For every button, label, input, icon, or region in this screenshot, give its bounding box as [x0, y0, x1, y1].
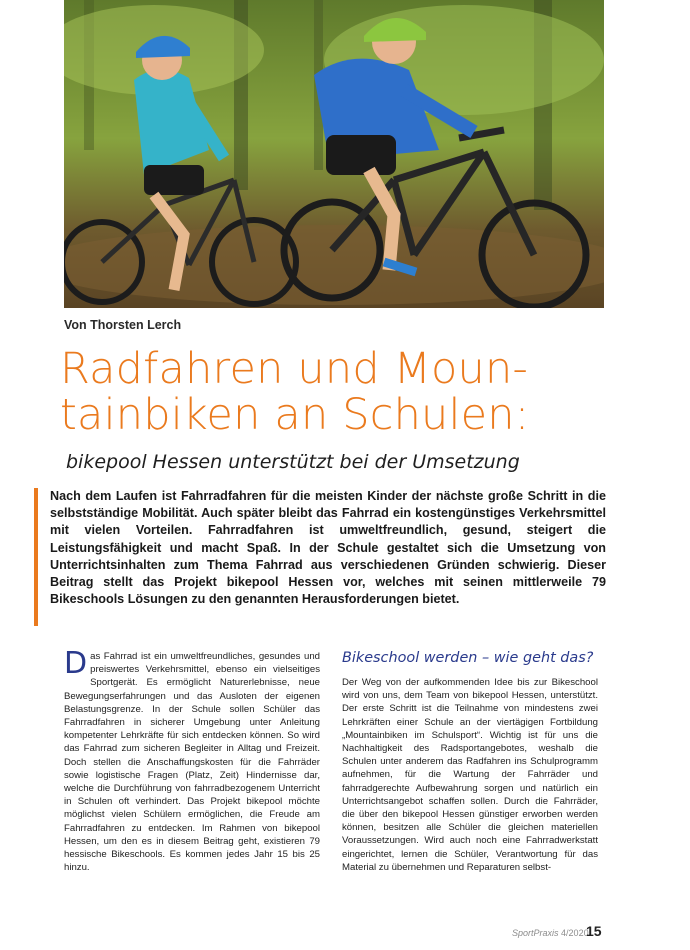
drop-cap: D	[64, 646, 88, 681]
article-title: Radfahren und Moun- tainbiken an Schulen:	[60, 344, 530, 440]
body-column-right	[342, 650, 598, 874]
lead-accent-bar	[34, 488, 38, 626]
body-text-left: as Fahrrad ist ein umweltfreundliches, gesundes und preiswertes Verkehrsmittel, ebenso ein vielseitiges Sportgerät. Es ermöglicht Naturerlebnisse, neue Bewegungserfahrungen und das Ausloten der eigenen Belastungsgrenze. In der Schule sollen Schüler das Fahrradfahren in sicherer Umgebung unter Anleitung kompetenter Lehrkräfte für sich entdecken können. So wird das Fahrrad zum sicheren Begleiter in Alltag und Freizeit. Doch stellen die Anschaffungskosten für die Fahrräder sowie logistische Fragen (Platz, Zeit) Hindernisse dar, welche die Durchführung von fahrradbezogenem Unterricht in Schulen oft verhindert. Das Projekt bikepool möchte möglichst vielen Schülern ermöglichen, die Freude am Fahrradfahren zu entdecken. Im Rahmen von bikepool Hessen, um den es in diesem Beitrag geht, existieren 79 hessische Bikeschools. Es kommen jedes Jahr 15 bis 25 hinzu.	[64, 651, 320, 874]
children-mountainbiking-illustration	[64, 0, 604, 308]
lead-text: Nach dem Laufen ist Fahrradfahren für die meisten Kinder der nächste große Schritt in die selbstständige Mobilität. Auch später bleibt das Fahrrad ein kostengünstiges Verkehrsmittel mit vielen Vorteilen. Fahrradfahren ist umweltfreundlich, gesund, steigert die Leistungsfähigkeit und macht Spaß. In der Schule gestaltet sich die Umsetzung von Unterrichtsinhalten zum Thema Fahrrad aus verschiedenen Gründen schwierig. Dieser Beitrag stellt das Projekt bikepool Hessen vor, welches mit seinen mittlerweile 79 Bikeschools Lösungen zu den genannten Herausforderungen bietet.	[50, 489, 606, 607]
byline: Von Thorsten Lerch	[64, 318, 182, 332]
hero-photo	[64, 0, 604, 308]
page-number: 15	[586, 923, 602, 939]
article-subtitle: bikepool Hessen unterstützt bei der Umsetzung	[66, 451, 520, 473]
lead-paragraph	[34, 488, 606, 608]
footer-issue	[512, 928, 589, 938]
body-paragraph-left	[64, 646, 320, 874]
body-column-left	[64, 646, 320, 874]
section-heading: Bikeschool werden – wie geht das?	[342, 650, 594, 666]
magazine-name: SportPraxis	[512, 928, 559, 938]
issue-number: 4/2020	[561, 928, 589, 938]
body-text-right: Der Weg von der aufkommenden Idee bis zur Bikeschool wird von uns, dem Team von bikepool Hessen, unterstützt. Der erste Schritt ist die Teilnahme von mindestens zwei Lehrkräften einer Schule an der viertägigen Fortbildung „Mountainbiken im Schulsport“. Wichtig ist für uns die Nachhaltigkeit des Radsportangebotes, weshalb die Schulen unter anderem das Radfahren ins Schulprogramm aufnehmen, für die Wartung der Fahrräder und fahrradgerechte Aufbewahrung sorgen und natürlich ein Unterrichtsangebot schaffen sollen. Durch die Fahrräder, die über den bikepool Hessen günstiger erworben werden können, besitzen alle Schüler die gleichen materiellen Voraussetzungen. Wird auch noch eine Fahrradwerkstatt eingerichtet, lernen die Schüler, Verantwortung für das Material zu übernehmen und Reparaturen selbst-	[342, 677, 598, 873]
